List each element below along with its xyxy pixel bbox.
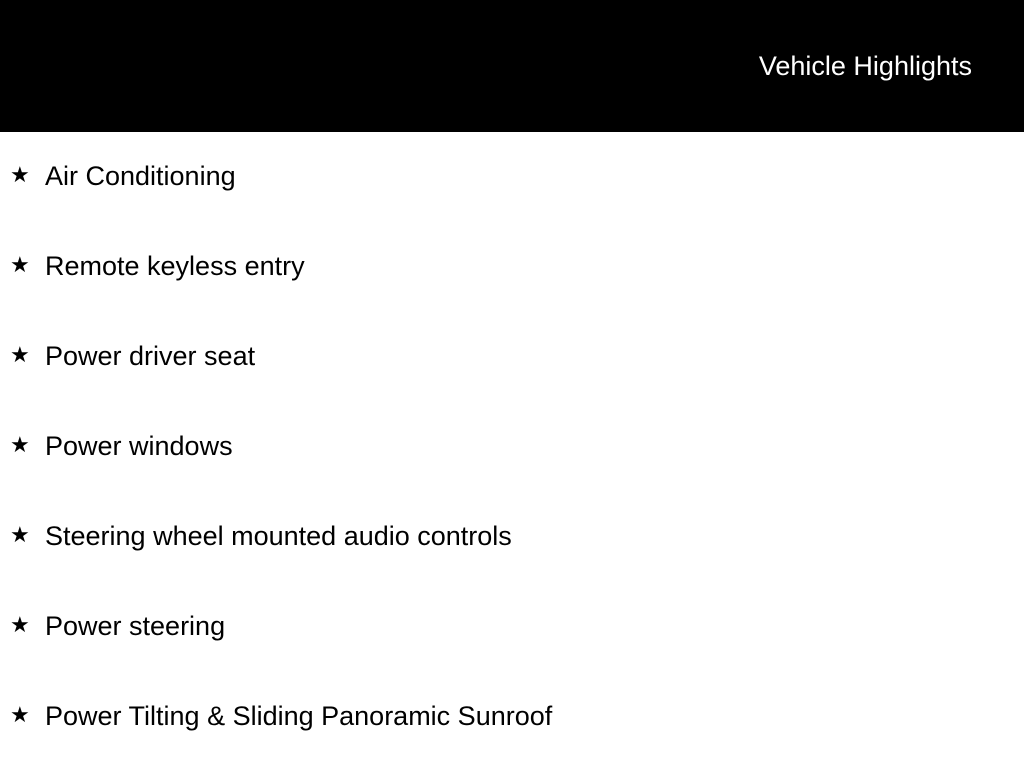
- page-title: Vehicle Highlights: [758, 51, 972, 81]
- list-item: [0, 582, 1024, 672]
- star-icon: ★: [10, 162, 30, 187]
- feature-label: Air Conditioning: [45, 161, 236, 191]
- feature-label: Power windows: [45, 431, 233, 461]
- list-item: [0, 402, 1024, 492]
- feature-label: Steering wheel mounted audio controls: [45, 521, 512, 551]
- vehicle-highlights-list: [0, 132, 1024, 762]
- list-item: [0, 222, 1024, 312]
- star-icon: ★: [10, 522, 30, 547]
- feature-label: Remote keyless entry: [45, 251, 305, 281]
- feature-label: Power steering: [45, 611, 226, 641]
- star-icon: ★: [10, 252, 30, 277]
- list-item: [0, 492, 1024, 582]
- star-icon: ★: [10, 702, 30, 727]
- star-icon: ★: [10, 612, 30, 637]
- list-item: [0, 312, 1024, 402]
- feature-label: Power driver seat: [45, 341, 256, 371]
- star-icon: ★: [10, 432, 30, 457]
- feature-label: Power Tilting & Sliding Panoramic Sunroof: [45, 701, 553, 731]
- header-bar: [0, 0, 1024, 132]
- list-item: [0, 672, 1024, 762]
- star-icon: ★: [10, 342, 30, 367]
- list-item: [0, 132, 1024, 222]
